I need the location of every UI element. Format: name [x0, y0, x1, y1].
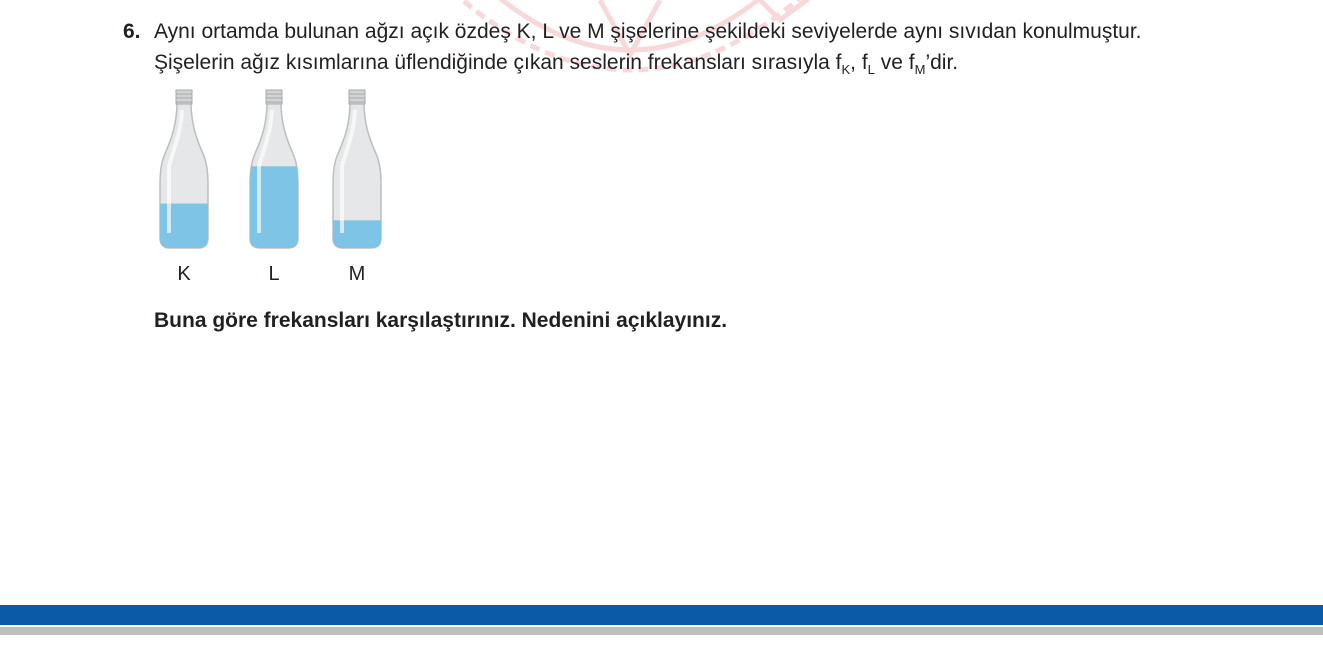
bottle-liquid	[156, 204, 212, 253]
bottle-k	[156, 88, 212, 253]
footer-blue-bar	[0, 605, 1323, 625]
question-prompt: Buna göre frekansları karşılaştırınız. Nedenini açıklayınız.	[154, 309, 728, 332]
bottle-label-m: M	[348, 263, 366, 285]
line-2-sep-1: , f	[850, 51, 868, 74]
subscript-m: M	[914, 62, 926, 77]
footer-gray-bar	[0, 627, 1323, 635]
line-2-start: Şişelerin ağız kısımlarına üflendiğinde çıkan seslerin frekansları sırasıyla f	[154, 51, 842, 74]
line-2-sep-2: ve f	[874, 51, 915, 74]
subscript-l: L	[867, 62, 875, 77]
question-text	[154, 16, 1294, 78]
line-2-end: ’dir.	[925, 51, 959, 74]
question-line-2	[154, 47, 1294, 78]
bottle-label-l: L	[268, 263, 280, 285]
bottle-l	[246, 88, 302, 253]
bottle-figure	[150, 88, 390, 288]
question-line-1: Aynı ortamda bulunan ağzı açık özdeş K, L ve M şişelerine şekildeki seviyelerde aynı sıvıdan konulmuştur.	[154, 20, 1142, 43]
bottle-m	[329, 88, 385, 253]
question-number: 6.	[123, 20, 141, 43]
bottle-liquid	[246, 166, 302, 253]
bottle-label-k: K	[177, 263, 191, 285]
subscript-k: K	[841, 62, 851, 77]
